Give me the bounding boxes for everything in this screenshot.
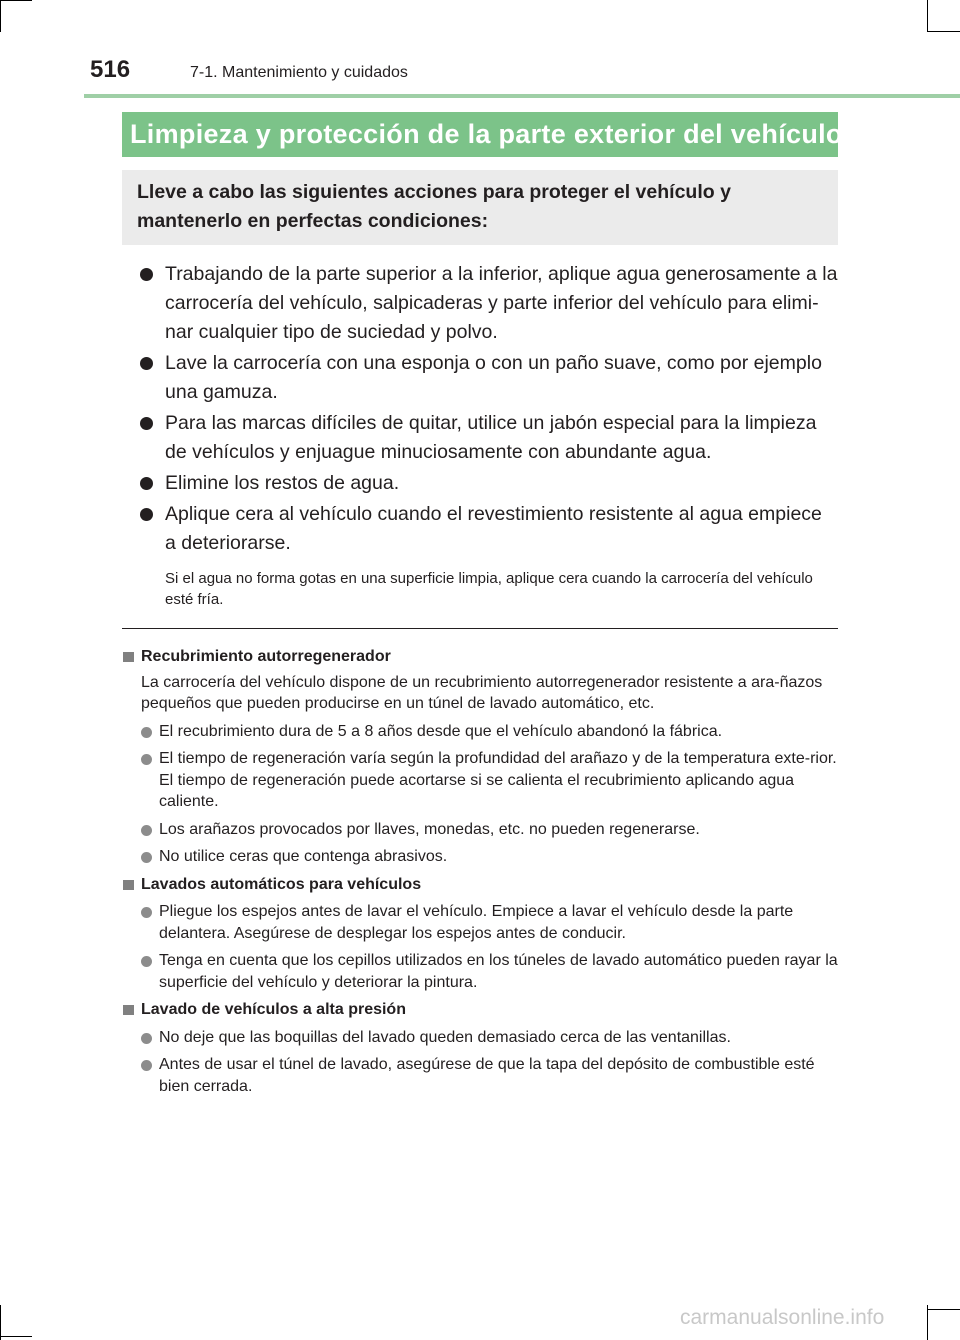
bullet-icon	[141, 1033, 152, 1044]
bullet-icon	[141, 727, 152, 738]
crop-mark	[0, 1336, 32, 1337]
square-bullet-icon	[123, 652, 134, 662]
crop-mark	[0, 1305, 1, 1340]
list-item-text: Elimine los restos de agua.	[165, 472, 400, 494]
square-bullet-icon	[123, 1005, 134, 1015]
sub-list-item: Pliegue los espejos antes de lavar el vehículo. Empiece a lavar el vehículo desde la parte delantera. Asegúrese de desplegar los espejos antes de conducir.	[122, 901, 838, 944]
section-title: 7-1. Mantenimiento y cuidados	[190, 64, 408, 81]
sub-list-item: No deje que las boquillas del lavado queden demasiado cerca de las ventanillas.	[122, 1027, 838, 1049]
crop-mark	[0, 0, 32, 1]
watermark: carmanualsonline.info	[680, 1306, 885, 1329]
list-item-text: Lave la carrocería con una esponja o con un paño suave, como por ejemplo una gamuza.	[165, 352, 822, 403]
sub-list-item: El tiempo de regeneración varía según la profundidad del arañazo y de la temperatura exte-rior. El tiempo de regeneración puede acortarse si se calienta el recubrimiento aplicando agua caliente.	[122, 748, 838, 813]
info-notes	[122, 640, 838, 1097]
sub-list-item: Tenga en cuenta que los cepillos utilizados en los túneles de lavado automático pueden rayar la superficie del vehículo y deteriorar la pintura.	[122, 950, 838, 993]
intro-text: Lleve a cabo las siguientes acciones para proteger el vehículo y mantenerlo en perfectas condiciones:	[137, 181, 731, 232]
list-item	[137, 500, 838, 558]
sub-list-item: El recubrimiento dura de 5 a 8 años desde que el vehículo abandonó la fábrica.	[122, 721, 838, 743]
note-text: Si el agua no forma gotas en una superficie limpia, aplique cera cuando la carrocería del vehículo esté fría.	[165, 570, 813, 608]
bullet-icon	[141, 754, 152, 765]
list-item	[137, 349, 838, 407]
crop-mark	[927, 0, 928, 32]
bullet-icon	[140, 477, 153, 490]
divider	[122, 628, 838, 629]
crop-mark	[0, 0, 1, 32]
bullet-icon	[140, 357, 153, 370]
page-number: 516	[90, 56, 131, 83]
subsection-paragraph: La carrocería del vehículo dispone de un recubrimiento autorregenerador resistente a ara-ñazos pequeños que pueden producirse en un túnel de lavado automático, etc.	[141, 673, 823, 712]
list-item	[137, 260, 838, 347]
bullet-icon	[141, 907, 152, 918]
list-item-text: Para las marcas difíciles de quitar, utilice un jabón especial para la limpieza de vehículos y enjuague minuciosamente con abundante agua.	[165, 412, 817, 463]
sub-list-item: Antes de usar el túnel de lavado, asegúrese de que la tapa del depósito de combustible esté bien cerrada.	[122, 1054, 838, 1097]
list-item-text: Trabajando de la parte superior a la inferior, aplique agua generosamente a la carrocería del vehículo, salpicaderas y parte inferior del vehículo para elimi-nar cualquier tipo de suciedad y polvo.	[165, 263, 838, 343]
crop-mark	[927, 1305, 928, 1340]
sub-list-item: No utilice ceras que contenga abrasivos.	[122, 846, 838, 868]
header-rule	[84, 94, 960, 98]
bullet-icon	[141, 825, 152, 836]
bullet-icon	[141, 852, 152, 863]
section-heading: Limpieza y protección de la parte exterior del vehículo	[122, 112, 838, 157]
list-item	[137, 409, 838, 467]
sub-list-item: Los arañazos provocados por llaves, monedas, etc. no pueden regenerarse.	[122, 819, 838, 841]
bullet-icon	[141, 1060, 152, 1071]
bullet-icon	[141, 956, 152, 967]
bullet-icon	[140, 268, 153, 281]
square-bullet-icon	[123, 880, 134, 890]
crop-mark	[928, 31, 960, 32]
bullet-icon	[140, 417, 153, 430]
bullet-icon	[140, 508, 153, 521]
intro-box	[122, 170, 838, 245]
crop-mark	[928, 1309, 960, 1310]
subsection-heading: Recubrimiento autorregenerador	[122, 646, 838, 668]
list-item-text: Aplique cera al vehículo cuando el revestimiento resistente al agua empiece a deteriorarse.	[165, 503, 822, 554]
main-list	[137, 260, 838, 610]
list-item	[137, 469, 838, 498]
subsection-heading: Lavado de vehículos a alta presión	[122, 999, 838, 1021]
subsection-heading: Lavados automáticos para vehículos	[122, 874, 838, 896]
